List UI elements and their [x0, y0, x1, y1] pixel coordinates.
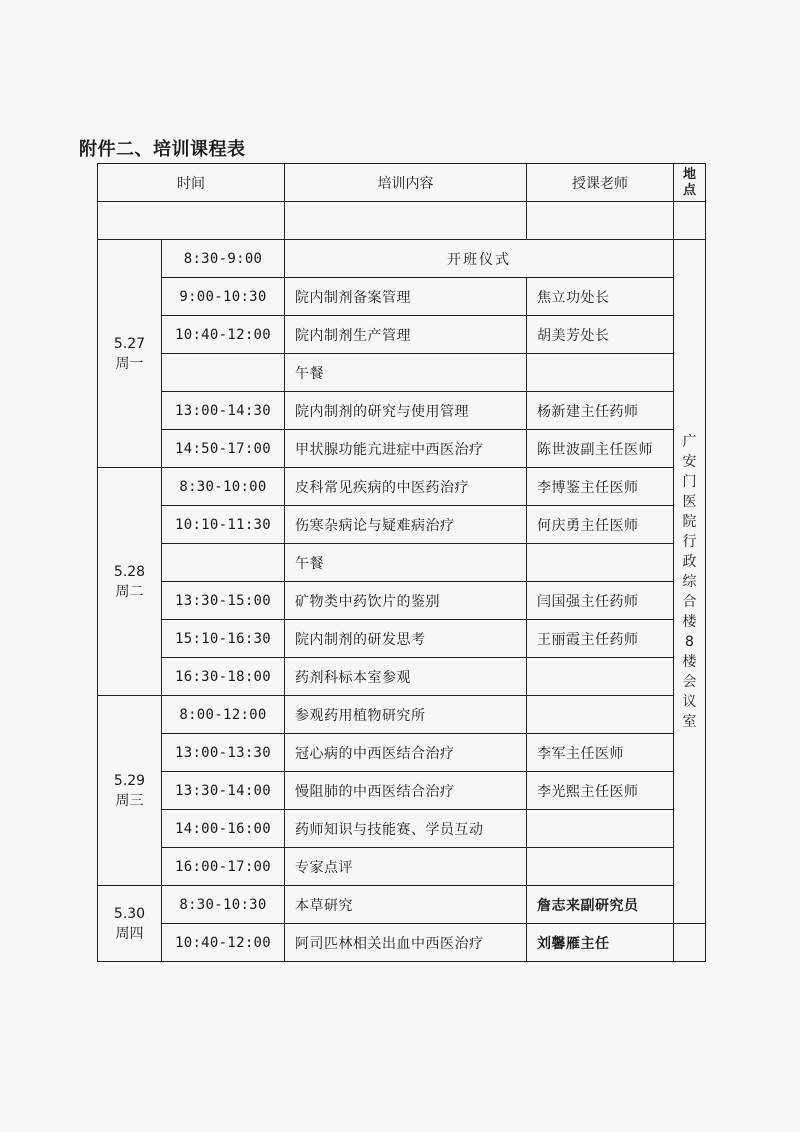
schedule-row	[98, 886, 706, 924]
session-teacher: 李博鉴主任医师	[527, 468, 674, 506]
session-teacher	[527, 848, 674, 886]
session-time	[162, 544, 285, 582]
day-weekday: 周四	[115, 925, 144, 942]
session-content: 午餐	[285, 354, 527, 392]
session-time: 14:50-17:00	[162, 430, 285, 468]
session-content: 本草研究	[285, 886, 527, 924]
session-time: 9:00-10:30	[162, 278, 285, 316]
header-content: 培训内容	[285, 164, 527, 202]
session-content: 参观药用植物研究所	[285, 696, 527, 734]
schedule-row	[98, 240, 706, 278]
blank-cell	[674, 202, 706, 240]
header-teacher: 授课老师	[527, 164, 674, 202]
session-time: 8:30-10:00	[162, 468, 285, 506]
session-teacher: 胡美芳处长	[527, 316, 674, 354]
day-cell	[98, 696, 162, 886]
session-time: 13:30-14:00	[162, 772, 285, 810]
session-content: 伤寒杂病论与疑难病治疗	[285, 506, 527, 544]
session-content: 开班仪式	[285, 240, 674, 278]
day-date: 5.29	[113, 772, 146, 789]
day-date: 5.30	[113, 905, 146, 922]
session-content: 皮科常见疾病的中医药治疗	[285, 468, 527, 506]
header-time: 时间	[98, 164, 285, 202]
session-content: 院内制剂的研发思考	[285, 620, 527, 658]
page-title: 附件二、培训课程表	[79, 139, 246, 160]
schedule-body	[98, 164, 706, 962]
session-teacher: 焦立功处长	[527, 278, 674, 316]
location-cell	[674, 240, 706, 924]
session-teacher: 何庆勇主任医师	[527, 506, 674, 544]
session-content: 药师知识与技能赛、学员互动	[285, 810, 527, 848]
session-content: 甲状腺功能亢进症中西医治疗	[285, 430, 527, 468]
schedule-row	[98, 810, 706, 848]
session-teacher	[527, 354, 674, 392]
session-content: 午餐	[285, 544, 527, 582]
session-time: 16:30-18:00	[162, 658, 285, 696]
schedule-row	[98, 354, 706, 392]
session-time: 8:30-10:30	[162, 886, 285, 924]
blank-cell	[285, 202, 527, 240]
schedule-row	[98, 506, 706, 544]
session-time: 16:00-17:00	[162, 848, 285, 886]
session-teacher	[527, 696, 674, 734]
schedule-row	[98, 848, 706, 886]
session-content: 阿司匹林相关出血中西医治疗	[285, 924, 527, 962]
session-teacher: 李军主任医师	[527, 734, 674, 772]
session-time: 15:10-16:30	[162, 620, 285, 658]
schedule-row	[98, 468, 706, 506]
session-teacher: 闫国强主任药师	[527, 582, 674, 620]
schedule-row	[98, 430, 706, 468]
day-date: 5.27	[113, 335, 146, 352]
session-time: 8:30-9:00	[162, 240, 285, 278]
session-time: 10:10-11:30	[162, 506, 285, 544]
session-teacher: 杨新建主任药师	[527, 392, 674, 430]
session-teacher: 李光熙主任医师	[527, 772, 674, 810]
schedule-row	[98, 772, 706, 810]
session-teacher	[527, 658, 674, 696]
session-time: 14:00-16:00	[162, 810, 285, 848]
header-location-text: 地点	[682, 166, 696, 198]
session-content: 专家点评	[285, 848, 527, 886]
schedule-row	[98, 316, 706, 354]
session-time: 13:30-15:00	[162, 582, 285, 620]
session-content: 院内制剂的研究与使用管理	[285, 392, 527, 430]
schedule-row	[98, 734, 706, 772]
day-date: 5.28	[113, 563, 146, 580]
session-time: 8:00-12:00	[162, 696, 285, 734]
schedule-row	[98, 582, 706, 620]
blank-cell	[98, 202, 285, 240]
session-teacher	[527, 810, 674, 848]
day-cell	[98, 886, 162, 962]
blank-row	[98, 202, 706, 240]
header-row	[98, 164, 706, 202]
schedule-row	[98, 392, 706, 430]
session-time: 13:00-13:30	[162, 734, 285, 772]
header-location	[674, 164, 706, 202]
session-teacher: 詹志来副研究员	[527, 886, 674, 924]
schedule-row	[98, 658, 706, 696]
schedule-row	[98, 696, 706, 734]
schedule-row	[98, 924, 706, 962]
day-weekday: 周三	[115, 792, 144, 809]
blank-cell	[527, 202, 674, 240]
day-weekday: 周二	[115, 583, 144, 600]
session-time: 10:40-12:00	[162, 924, 285, 962]
location-empty-cell	[674, 924, 706, 962]
schedule-table	[97, 163, 706, 962]
day-cell	[98, 240, 162, 468]
day-cell	[98, 468, 162, 696]
session-teacher: 陈世波副主任医师	[527, 430, 674, 468]
session-content: 冠心病的中西医结合治疗	[285, 734, 527, 772]
session-content: 院内制剂备案管理	[285, 278, 527, 316]
session-teacher: 刘馨雁主任	[527, 924, 674, 962]
session-content: 院内制剂生产管理	[285, 316, 527, 354]
location-text: 广安门医院行政综合楼8楼会议室	[682, 433, 697, 730]
session-content: 矿物类中药饮片的鉴别	[285, 582, 527, 620]
session-time: 10:40-12:00	[162, 316, 285, 354]
session-teacher	[527, 544, 674, 582]
schedule-row	[98, 278, 706, 316]
day-weekday: 周一	[115, 355, 144, 372]
session-content: 慢阻肺的中西医结合治疗	[285, 772, 527, 810]
session-time: 13:00-14:30	[162, 392, 285, 430]
session-teacher: 王丽霞主任药师	[527, 620, 674, 658]
session-time	[162, 354, 285, 392]
schedule-row	[98, 620, 706, 658]
schedule-row	[98, 544, 706, 582]
session-content: 药剂科标本室参观	[285, 658, 527, 696]
